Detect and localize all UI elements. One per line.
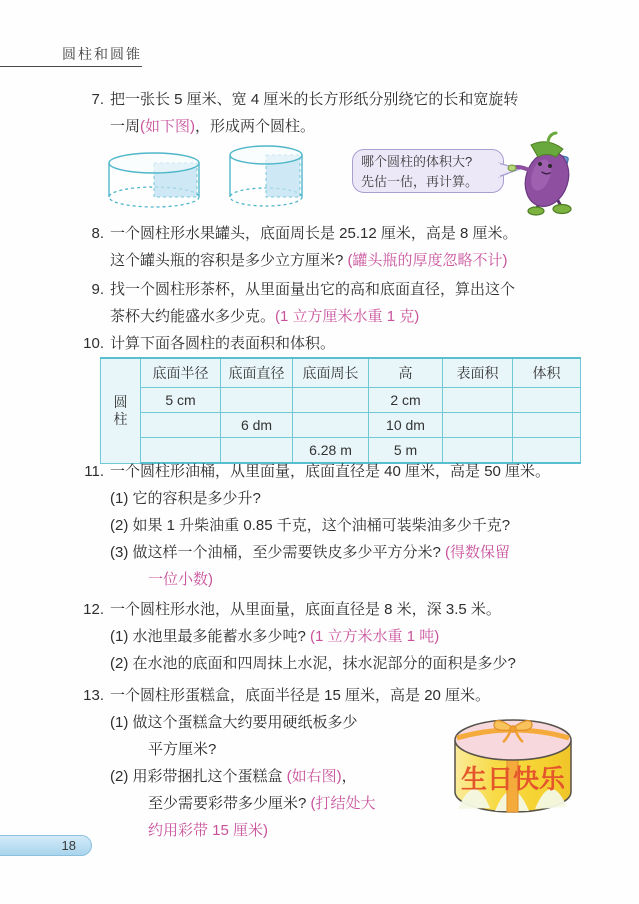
table-row bbox=[101, 388, 581, 413]
cylinder-data-table bbox=[100, 357, 581, 464]
problem-text: 找一个圆柱形茶杯，从里面量出它的高和底面直径，算出这个 bbox=[110, 281, 516, 298]
problem-11-sub3 bbox=[78, 539, 583, 566]
problem-12-sub1 bbox=[78, 623, 583, 650]
sub-question: 至少需要彩带多少厘米? bbox=[148, 795, 311, 812]
speech-line1: 哪个圆柱的体积大? bbox=[361, 154, 473, 169]
hint-text: (打结处大 bbox=[310, 795, 376, 812]
sub-question: (1) 做这个蛋糕盒大约要用硬纸板多少 bbox=[110, 714, 358, 731]
hint-text: (1 立方厘米水重 1 克) bbox=[275, 308, 420, 325]
sub-question: (2) 用彩带捆扎这个蛋糕盒 bbox=[110, 768, 287, 785]
hint-text: 约用彩带 15 厘米) bbox=[148, 822, 269, 839]
table-cell bbox=[513, 388, 581, 413]
row-label-char: 圆 bbox=[113, 393, 128, 410]
problem-13-line1 bbox=[78, 682, 583, 709]
problem-number: 11. bbox=[84, 463, 104, 480]
problem-text: ， bbox=[341, 768, 357, 785]
problem-text: 一个圆柱形水池，从里面量，底面直径是 8 米，深 3.5 米。 bbox=[110, 601, 501, 618]
table-cell bbox=[443, 388, 513, 413]
problem-text: 一个圆柱形水果罐头，底面周长是 25.12 厘米，高是 8 厘米。 bbox=[110, 225, 518, 242]
table-cell bbox=[513, 413, 581, 438]
problem-9-line2 bbox=[78, 303, 583, 330]
problem-text: 这个罐头瓶的容积是多少立方厘米? bbox=[110, 252, 348, 269]
problem-number: 7. bbox=[91, 91, 104, 108]
page-title: 圆柱和圆锥 bbox=[62, 46, 142, 62]
sub-question: (2) 如果 1 升柴油重 0.85 千克，这个油桶可装柴油多少千克? bbox=[110, 517, 511, 534]
table-cell: 6 dm bbox=[221, 413, 293, 438]
speech-line2: 先估一估，再计算。 bbox=[361, 174, 479, 189]
table-cell bbox=[293, 413, 369, 438]
problem-text: 把一张长 5 厘米、宽 4 厘米的长方形纸分别绕它的长和宽旋转 bbox=[110, 91, 519, 108]
col-header: 底面直径 bbox=[221, 358, 293, 388]
cylinder-wide-figure bbox=[106, 150, 202, 210]
page-number-pill bbox=[0, 835, 92, 856]
sub-question: (2) 在水池的底面和四周抹上水泥，抹水泥部分的面积是多少? bbox=[110, 655, 516, 672]
sub-question: (1) 水池里最多能蓄水多少吨? bbox=[110, 628, 311, 645]
problem-9 bbox=[78, 276, 583, 330]
problem-text: 茶杯大约能盛水多少克。 bbox=[110, 308, 276, 325]
col-header: 表面积 bbox=[443, 358, 513, 388]
table-row bbox=[101, 413, 581, 438]
table-cell: 5 m bbox=[369, 438, 443, 464]
problem-number: 8. bbox=[91, 225, 104, 242]
col-header: 高 bbox=[369, 358, 443, 388]
problem-text: 一个圆柱形油桶，从里面量，底面直径是 40 厘米，高是 50 厘米。 bbox=[110, 463, 551, 480]
sub-question: (1) 它的容积是多少升? bbox=[110, 490, 261, 507]
table-cell: 5 cm bbox=[141, 388, 221, 413]
table-cell: 6.28 m bbox=[293, 438, 369, 464]
table-row-label bbox=[101, 358, 141, 463]
problem-text: 一个圆柱形蛋糕盒，底面半径是 15 厘米，高是 20 厘米。 bbox=[110, 687, 491, 704]
problem-8 bbox=[78, 220, 583, 274]
table-cell bbox=[443, 413, 513, 438]
problem-text: 一周 bbox=[110, 118, 141, 135]
problem-9-line1 bbox=[78, 276, 583, 303]
problem-11-sub1 bbox=[78, 485, 583, 512]
hint-text: (1 立方米水重 1 吨) bbox=[310, 628, 440, 645]
table-cell bbox=[221, 388, 293, 413]
hint-text: (罐头瓶的厚度忽略不计) bbox=[347, 252, 508, 269]
table-cell bbox=[141, 413, 221, 438]
problem-10-line1 bbox=[78, 330, 583, 357]
col-header: 体积 bbox=[513, 358, 581, 388]
problem-number: 10. bbox=[83, 335, 104, 352]
problem-number: 13. bbox=[83, 687, 104, 704]
speech-bubble bbox=[352, 149, 504, 193]
sub-question: (3) 做这样一个油桶，至少需要铁皮多少平方分米? bbox=[110, 544, 446, 561]
col-header: 底面半径 bbox=[141, 358, 221, 388]
hint-text: (如右图) bbox=[286, 768, 342, 785]
header-divider bbox=[0, 66, 142, 67]
hint-text: 一位小数) bbox=[148, 571, 213, 588]
problem-12 bbox=[78, 596, 583, 677]
table-cell: 2 cm bbox=[369, 388, 443, 413]
problem-8-line2 bbox=[78, 247, 583, 274]
problem-12-sub2 bbox=[78, 650, 583, 677]
problem-text: ，形成两个圆柱。 bbox=[195, 118, 316, 135]
hint-text: (如下图) bbox=[140, 118, 196, 135]
problem-number: 12. bbox=[83, 601, 104, 618]
page-number: 18 bbox=[61, 838, 76, 853]
birthday-cake-figure bbox=[450, 708, 577, 824]
problem-11-line1 bbox=[78, 458, 583, 485]
cylinder-tall-figure bbox=[227, 143, 305, 209]
table-cell: 10 dm bbox=[369, 413, 443, 438]
table-cell bbox=[293, 388, 369, 413]
eggplant-mascot bbox=[503, 127, 591, 219]
problem-number: 9. bbox=[91, 281, 104, 298]
problem-11 bbox=[78, 458, 583, 593]
row-label-char: 柱 bbox=[113, 410, 128, 427]
hint-text: (得数保留 bbox=[445, 544, 511, 561]
problem-text: 计算下面各圆柱的表面积和体积。 bbox=[110, 335, 336, 352]
problem-11-sub2 bbox=[78, 512, 583, 539]
problem-7-line1 bbox=[78, 86, 583, 113]
problem-8-line1 bbox=[78, 220, 583, 247]
col-header: 底面周长 bbox=[293, 358, 369, 388]
problem-12-line1 bbox=[78, 596, 583, 623]
problem-10 bbox=[78, 330, 583, 357]
sub-question: 平方厘米? bbox=[148, 741, 217, 758]
cake-label: 生日快乐 bbox=[460, 764, 566, 794]
